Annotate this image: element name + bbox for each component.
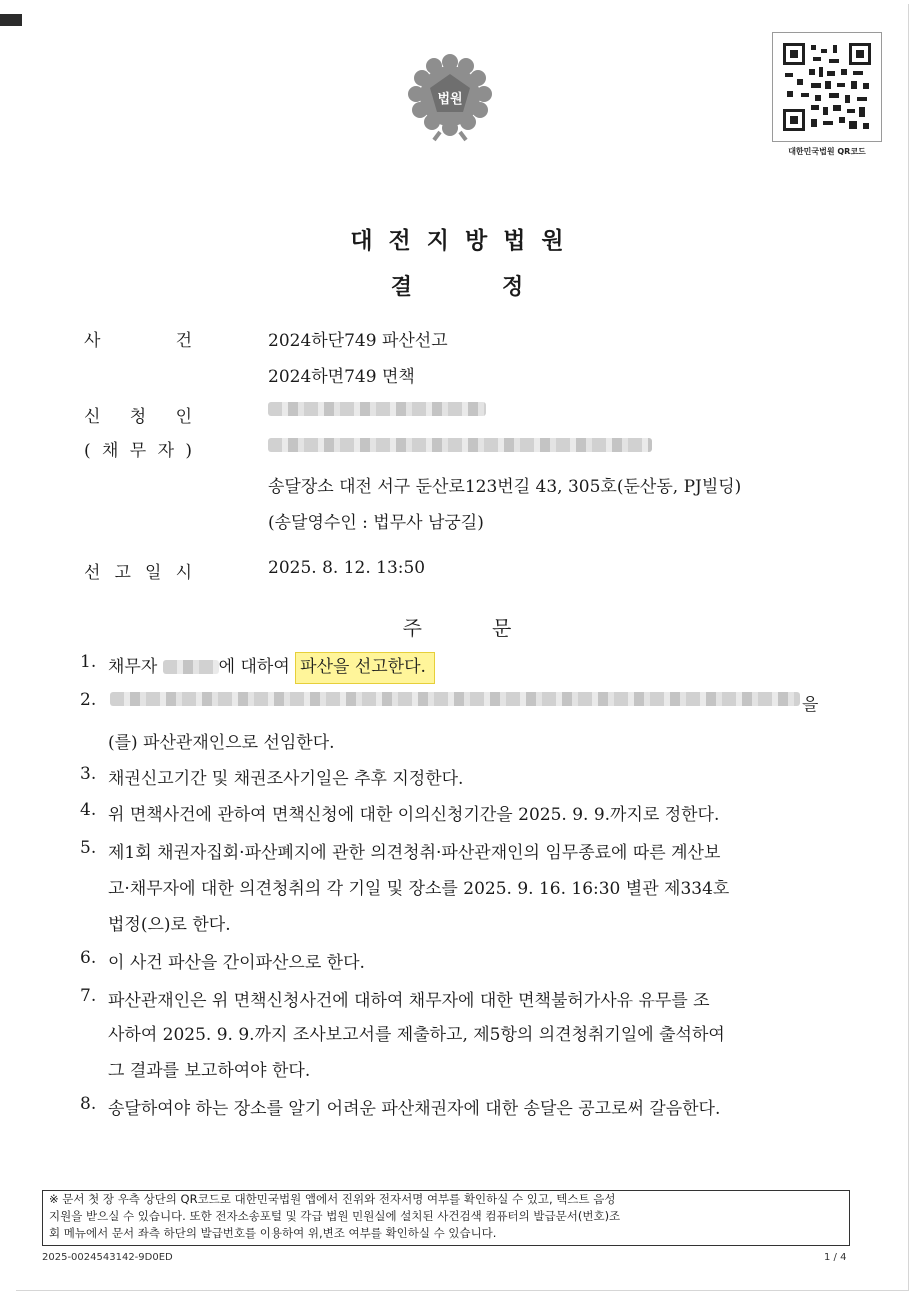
court-name: 대전지방법원	[350, 228, 580, 254]
order-item-6: 이 사건 파산을 간이파산으로 한다.	[108, 953, 365, 973]
document-type-title: 결정	[390, 275, 614, 300]
applicant-label: 신 청 인	[84, 407, 192, 427]
order-item-2-line-2: (를) 파산관재인으로 선임한다.	[108, 733, 335, 753]
order-item-number: 2.	[80, 690, 97, 710]
order-item-number: 8.	[80, 1094, 97, 1114]
issuance-number: 2025-0024543142-9D0ED	[42, 1252, 173, 1263]
case-label: 사 건	[84, 331, 192, 351]
order-item-1	[108, 652, 435, 677]
order-item-3: 채권신고기간 및 채권조사기일은 추후 지정한다.	[108, 769, 464, 789]
order-item-7-line-3: 그 결과를 보고하여야 한다.	[108, 1061, 311, 1081]
case-number-bankruptcy: 2024하단749 파산선고	[268, 331, 448, 351]
case-number-discharge: 2024하면749 면책	[268, 367, 415, 387]
declaration-datetime: 2025. 8. 12. 13:50	[268, 558, 426, 578]
qr-code[interactable]	[772, 32, 882, 142]
scan-mark	[0, 14, 22, 26]
verification-notice	[42, 1190, 850, 1246]
redacted-debtor-address	[268, 438, 652, 452]
order-title: 주문	[402, 616, 582, 640]
order-item-7-line-1: 파산관재인은 위 면책신청사건에 대하여 채무자에 대한 면책불허가사유 유무를 조	[108, 991, 710, 1011]
redacted-debtor-name	[163, 660, 219, 674]
order-item-number: 7.	[80, 986, 97, 1006]
order-item-5-line-1: 제1회 채권자집회·파산폐지에 관한 의견청취·파산관재인의 임무종료에 따른 계산보	[108, 843, 721, 863]
redacted-applicant-name	[268, 402, 486, 416]
order-item-8: 송달하여야 하는 장소를 알기 어려운 파산채권자에 대한 송달은 공고로써 갈음한다.	[108, 1099, 721, 1119]
order-item-1-suffix: 에 대하여	[218, 657, 296, 677]
declaration-label: 선 고 일 시	[84, 563, 192, 583]
order-item-number: 1.	[80, 652, 97, 672]
debtor-label: ( 채 무 자 )	[84, 441, 192, 461]
notice-line-1: ※ 문서 첫 장 우측 상단의 QR코드로 대한민국법원 앱에서 진위와 전자서명 여부를 확인하실 수 있고, 텍스트 음성	[49, 1192, 616, 1206]
notice-line-3: 회 메뉴에서 문서 좌측 하단의 발급번호를 이용하여 위,변조 여부를 확인하실 수 있습니다.	[49, 1226, 497, 1240]
notice-line-2: 지원을 받으실 수 있습니다. 또한 전자소송포털 및 각급 법원 민원실에 설치된 사건검색 컴퓨터의 발급문서(번호)조	[49, 1209, 621, 1223]
page-number: 1 / 4	[824, 1252, 847, 1263]
highlighted-bankruptcy-declaration: 파산을 선고한다.	[295, 652, 435, 684]
order-item-4: 위 면책사건에 관하여 면책신청에 대한 이의신청기간을 2025. 9. 9.까지로 정한다.	[108, 805, 720, 825]
redacted-trustee-info	[110, 692, 800, 706]
order-item-1-prefix: 채무자	[108, 657, 163, 677]
order-item-7-line-2: 사하여 2025. 9. 9.까지 조사보고서를 제출하고, 제5항의 의견청취기일에 출석하여	[108, 1025, 725, 1045]
order-item-number: 6.	[80, 948, 97, 968]
delivery-address: 송달장소 대전 서구 둔산로123번길 43, 305호(둔산동, PJ빌딩)	[268, 477, 742, 497]
order-item-2-end: 을	[802, 695, 819, 715]
delivery-recipient: (송달영수인 : 법무사 남궁길)	[268, 513, 484, 533]
order-item-number: 5.	[80, 838, 97, 858]
seal-text: 법원	[437, 92, 463, 107]
order-item-number: 3.	[80, 764, 97, 784]
qr-caption: 대한민국법원 QR코드	[788, 147, 866, 156]
order-item-number: 4.	[80, 800, 97, 820]
order-item-5-line-3: 법정(으)로 한다.	[108, 915, 231, 935]
court-seal-icon	[406, 52, 494, 142]
order-item-5-line-2: 고·채무자에 대한 의견청취의 각 기일 및 장소를 2025. 9. 16. 16:30 별관 제334호	[108, 879, 730, 899]
